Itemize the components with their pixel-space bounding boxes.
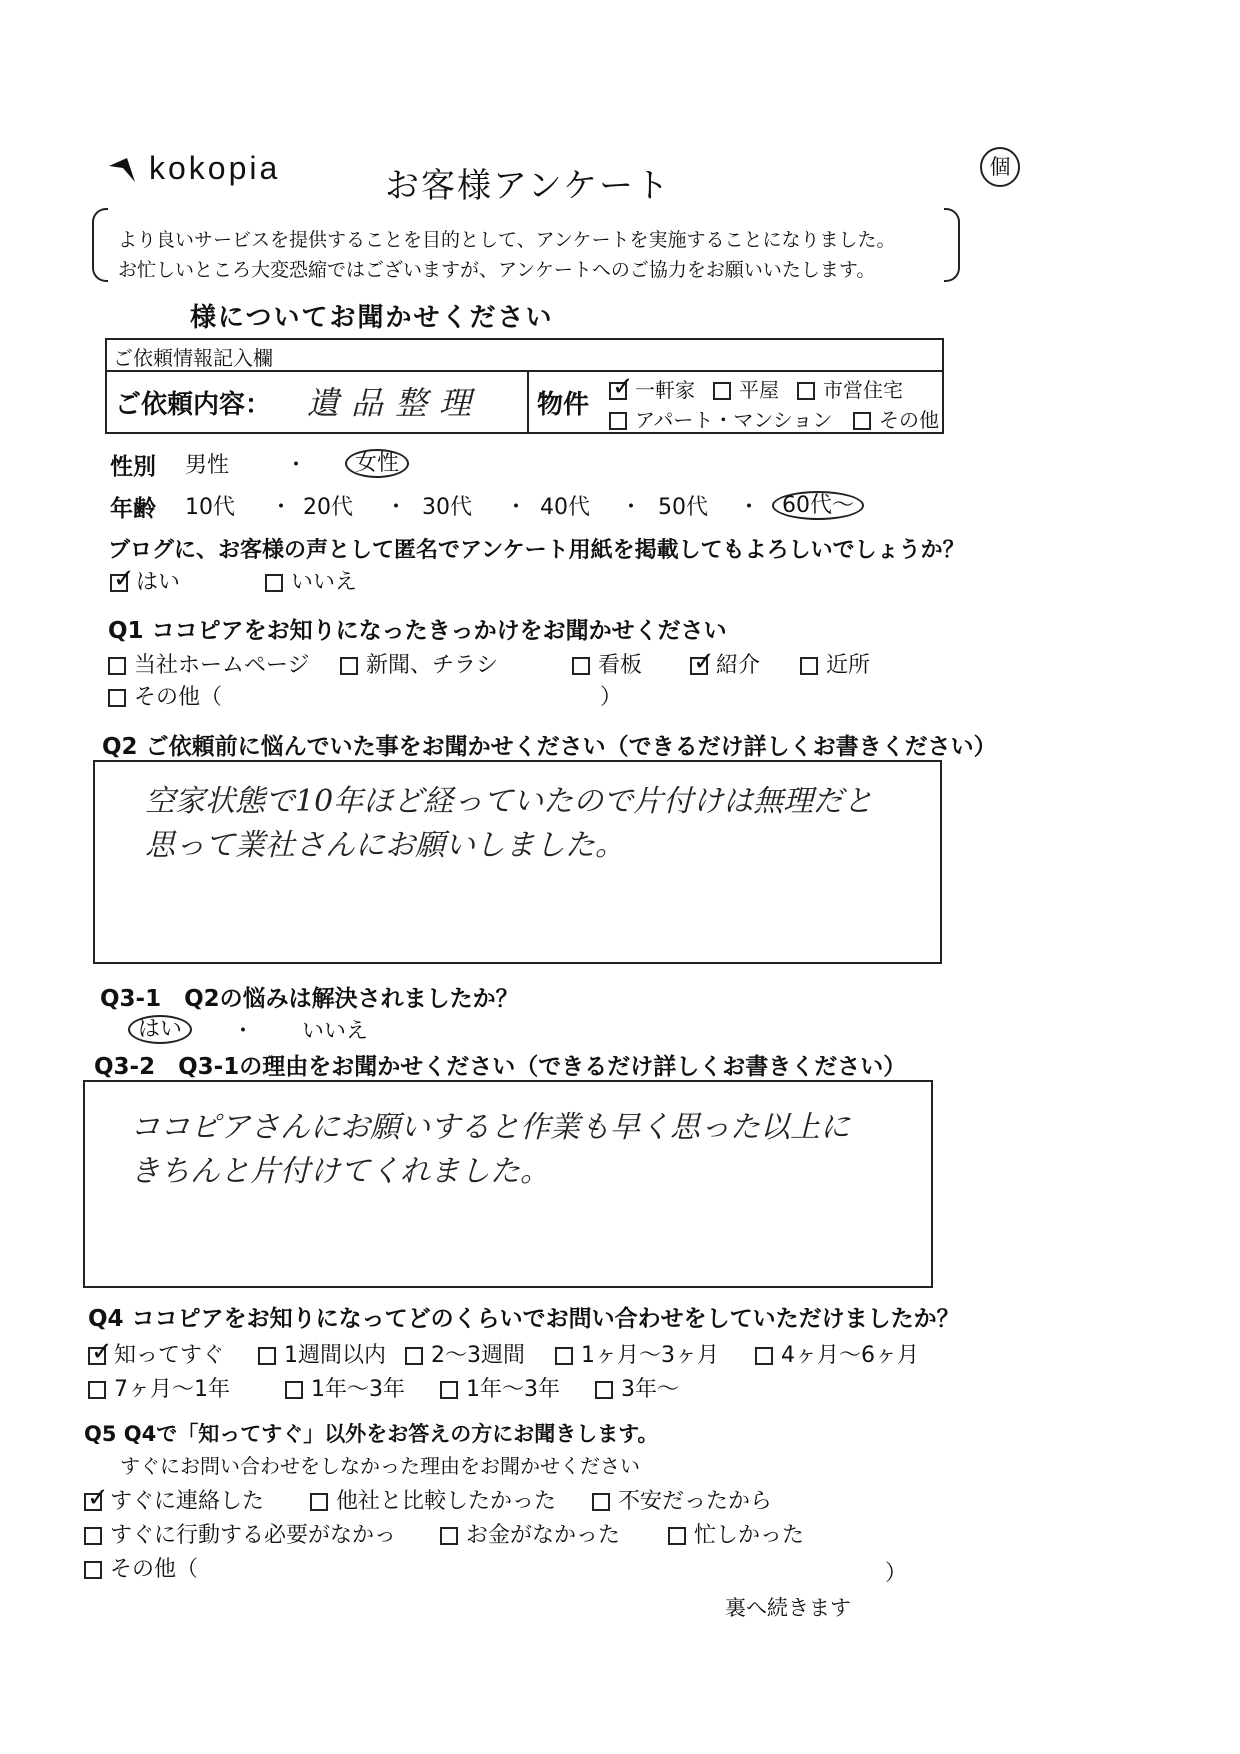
property-option-house[interactable]	[609, 374, 695, 403]
property-option-bungalow[interactable]	[713, 374, 779, 403]
q5-other-close: ）	[885, 1561, 908, 1586]
q4-option-7months-1year[interactable]	[88, 1372, 230, 1403]
q5-option-anxious[interactable]	[592, 1484, 772, 1515]
q1-option-other[interactable]	[108, 680, 222, 711]
checkbox-icon[interactable]	[84, 1527, 102, 1545]
checkbox-icon[interactable]	[853, 412, 871, 430]
checkbox-icon[interactable]	[690, 657, 708, 675]
option-label: アパート・マンション	[635, 408, 833, 432]
q4-option-3years-plus[interactable]	[595, 1372, 679, 1403]
corner-mark	[980, 147, 1020, 187]
checkbox-icon[interactable]	[84, 1493, 102, 1511]
checkbox-icon[interactable]	[258, 1347, 276, 1365]
option-label: 近所	[826, 653, 871, 678]
gender-label: 性別	[110, 454, 156, 480]
gender-female-selected: 女性	[345, 449, 409, 478]
q5-option-other[interactable]	[84, 1552, 198, 1583]
age-10s[interactable]: 10代	[185, 495, 235, 520]
option-label: はい	[136, 570, 181, 595]
option-label: その他（	[134, 685, 223, 710]
q1-option-neighborhood[interactable]	[800, 648, 870, 679]
q3-1-no[interactable]: いいえ	[302, 1019, 369, 1044]
continued-footer: 裏へ続きます	[725, 1596, 851, 1620]
q4-option-1-3years-b[interactable]	[440, 1372, 560, 1403]
q2-answer-line-1: 空家状態で10年ほど経っていたので片付けは無理だと	[145, 784, 874, 819]
brand-name: kokopia	[149, 150, 281, 186]
checkbox-icon[interactable]	[595, 1381, 613, 1399]
intro-bracket-right	[944, 208, 960, 282]
option-label: その他	[879, 408, 939, 432]
q4-question: Q4 ココピアをお知りになってどのくらいでお問い合わせをしていただけましたか？	[88, 1306, 960, 1332]
property-option-apartment[interactable]	[609, 404, 833, 433]
q2-answer-box[interactable]	[93, 760, 942, 964]
logo-mark-icon	[105, 152, 145, 186]
checkbox-icon[interactable]	[797, 382, 815, 400]
section-title: 様についてお聞かせください	[190, 303, 554, 333]
age-label: 年齢	[110, 496, 156, 522]
q1-question: Q1 ココピアをお知りになったきっかけをお聞かせください	[108, 618, 727, 644]
checkbox-icon[interactable]	[84, 1561, 102, 1579]
q1-option-newspaper[interactable]	[340, 648, 498, 679]
option-label: 1ヶ月〜3ヶ月	[581, 1343, 719, 1368]
checkbox-icon[interactable]	[88, 1347, 106, 1365]
q5-subquestion: すぐにお問い合わせをしなかった理由をお聞かせください	[120, 1454, 640, 1478]
option-label: 7ヶ月〜1年	[114, 1377, 230, 1402]
age-20s[interactable]: 20代	[303, 495, 353, 520]
checkbox-icon[interactable]	[800, 657, 818, 675]
age-40s[interactable]: 40代	[540, 495, 590, 520]
q1-other-close: ）	[600, 685, 623, 710]
option-label: お金がなかった	[466, 1523, 621, 1548]
q3-1-separator: ・	[232, 1019, 255, 1044]
option-label: 一軒家	[635, 378, 695, 402]
request-content-value: 遺品整理	[307, 384, 484, 422]
checkbox-icon[interactable]	[110, 574, 128, 592]
option-label: 4ヶ月〜6ヶ月	[781, 1343, 919, 1368]
q3-2-answer-box[interactable]	[83, 1080, 933, 1288]
q5-option-no-money[interactable]	[440, 1518, 620, 1549]
request-content-label: ご依頼内容：	[115, 390, 272, 420]
age-separator: ・	[620, 495, 643, 520]
age-50s[interactable]: 50代	[658, 495, 708, 520]
option-label: 1週間以内	[284, 1343, 386, 1368]
option-label: 紹介	[716, 653, 761, 678]
corner-mark-text: 個	[989, 155, 1011, 179]
option-label: 市営住宅	[823, 378, 903, 402]
q1-option-referral[interactable]	[690, 648, 760, 679]
age-30s[interactable]: 30代	[422, 495, 472, 520]
checkbox-icon[interactable]	[285, 1381, 303, 1399]
option-label: すぐに連絡した	[110, 1489, 265, 1514]
option-label: 不安だったから	[618, 1489, 773, 1514]
q5-question: Q5 Q4で「知ってすぐ」以外をお答えの方にお聞きします。	[84, 1422, 659, 1446]
gender-male[interactable]: 男性	[185, 453, 230, 478]
property-option-municipal[interactable]	[797, 374, 903, 403]
checkbox-icon[interactable]	[88, 1381, 106, 1399]
q4-option-1-3years-a[interactable]	[285, 1372, 405, 1403]
option-label: 他社と比較したかった	[336, 1489, 557, 1514]
age-separator: ・	[505, 495, 528, 520]
checkbox-icon[interactable]	[755, 1347, 773, 1365]
checkbox-icon[interactable]	[108, 657, 126, 675]
checkbox-icon[interactable]	[265, 574, 283, 592]
age-separator: ・	[738, 495, 761, 520]
checkbox-icon[interactable]	[609, 412, 627, 430]
q2-question: Q2 ご依頼前に悩んでいた事をお聞かせください（できるだけ詳しくお書きください）	[102, 734, 997, 760]
checkbox-icon[interactable]	[609, 382, 627, 400]
survey-title: お客様アンケート	[385, 166, 671, 206]
blog-yes[interactable]	[110, 565, 180, 596]
q3-2-answer-line-1: ココピアさんにお願いすると作業も早く思った以上に	[130, 1110, 850, 1145]
q1-option-signboard[interactable]	[572, 648, 642, 679]
q5-option-contacted[interactable]	[84, 1484, 264, 1515]
age-separator: ・	[385, 495, 408, 520]
q5-option-compare[interactable]	[310, 1484, 556, 1515]
request-box-title: ご依頼情報記入欄	[113, 346, 273, 370]
checkbox-icon[interactable]	[440, 1381, 458, 1399]
q4-option-immediately[interactable]	[88, 1338, 224, 1369]
checkbox-icon[interactable]	[340, 657, 358, 675]
q3-1-yes[interactable]	[128, 1012, 192, 1043]
blog-no[interactable]	[265, 565, 357, 596]
gender-female[interactable]	[345, 446, 409, 477]
q4-option-4-6months[interactable]	[755, 1338, 919, 1369]
q3-1-yes-selected: はい	[128, 1015, 192, 1044]
checkbox-icon[interactable]	[440, 1527, 458, 1545]
checkbox-icon[interactable]	[405, 1347, 423, 1365]
option-label: 1年〜3年	[466, 1377, 560, 1402]
property-option-other[interactable]	[853, 404, 939, 433]
checkbox-icon[interactable]	[572, 657, 590, 675]
checkbox-icon[interactable]	[555, 1347, 573, 1365]
option-label: 平屋	[739, 378, 779, 402]
option-label: 看板	[598, 653, 643, 678]
option-label: 1年〜3年	[311, 1377, 405, 1402]
q4-option-2-3weeks[interactable]	[405, 1338, 525, 1369]
option-label: 知ってすぐ	[114, 1343, 225, 1368]
option-label: いいえ	[291, 570, 358, 595]
option-label: 忙しかった	[694, 1523, 805, 1548]
option-label: すぐに行動する必要がなかっ	[110, 1523, 397, 1548]
q3-1-question: Q3-1 Q2の悩みは解決されましたか？	[100, 986, 519, 1012]
checkbox-icon[interactable]	[713, 382, 731, 400]
gender-separator: ・	[285, 453, 308, 478]
option-label: その他（	[110, 1557, 199, 1582]
blog-question: ブログに、お客様の声として匿名でアンケート用紙を掲載してもよろしいでしょうか？	[108, 538, 965, 563]
logo	[105, 150, 345, 190]
q3-2-answer-line-2: きちんと片付けてくれました。	[130, 1154, 550, 1189]
q2-answer-line-2: 思って業社さんにお願いしました。	[145, 828, 625, 863]
checkbox-icon[interactable]	[592, 1493, 610, 1511]
option-label: 新聞、チラシ	[366, 653, 499, 678]
intro-line-2: お忙しいところ大変恐縮ではございますが、アンケートへのご協力をお願いいたします。	[118, 259, 876, 281]
q1-option-homepage[interactable]	[108, 648, 310, 679]
intro-bracket-left	[92, 208, 108, 282]
intro-line-1: より良いサービスを提供することを目的として、アンケートを実施することになりました。	[118, 229, 896, 251]
checkbox-icon[interactable]	[108, 689, 126, 707]
checkbox-icon[interactable]	[310, 1493, 328, 1511]
checkbox-icon[interactable]	[668, 1527, 686, 1545]
q4-option-1week[interactable]	[258, 1338, 386, 1369]
option-label: 当社ホームページ	[134, 653, 310, 678]
q5-option-busy[interactable]	[668, 1518, 804, 1549]
request-box	[105, 338, 944, 434]
age-60s[interactable]	[772, 488, 864, 519]
age-60s-selected: 60代〜	[772, 491, 864, 520]
property-label: 物件	[537, 390, 590, 420]
q4-option-1-3months[interactable]	[555, 1338, 719, 1369]
age-separator: ・	[270, 495, 293, 520]
q3-2-question: Q3-2 Q3-1の理由をお聞かせください（できるだけ詳しくお書きください）	[94, 1054, 907, 1080]
option-label: 2〜3週間	[431, 1343, 525, 1368]
option-label: 3年〜	[621, 1377, 679, 1402]
q5-option-no-need[interactable]	[84, 1518, 396, 1549]
